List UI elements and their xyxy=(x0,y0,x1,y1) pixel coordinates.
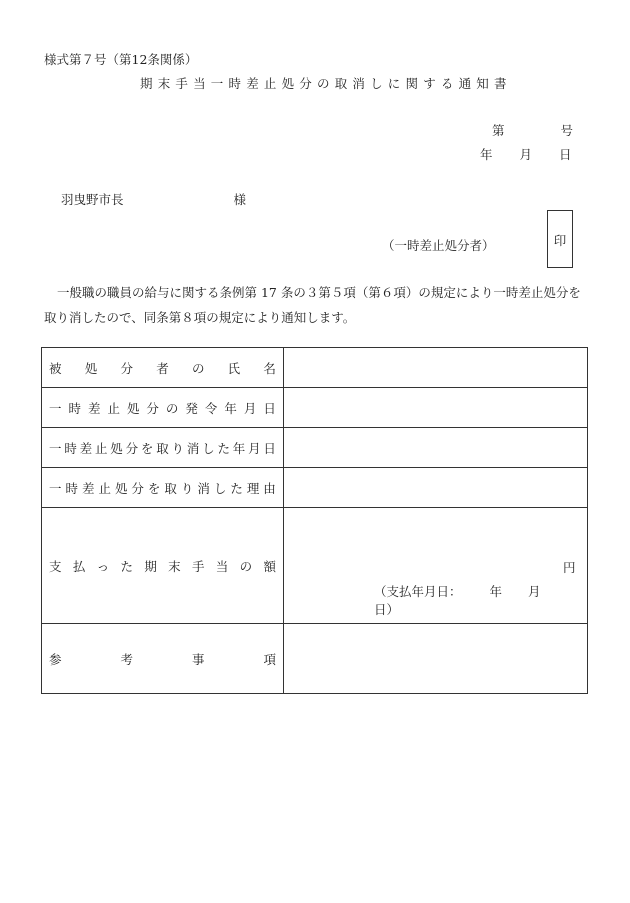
row-label-text xyxy=(49,557,276,575)
form-number: 様式第７号（第12条関係） xyxy=(44,52,198,67)
label-char: 分 xyxy=(120,360,133,376)
document-title: 期末手当一時差止処分の取消しに関する通知書 xyxy=(140,76,512,91)
label-char: 差 xyxy=(81,480,95,496)
issue-month: 月 xyxy=(519,147,533,162)
label-char: 氏 xyxy=(227,360,241,376)
addressee-name: 羽曳野市長 xyxy=(61,192,124,207)
row-label-text xyxy=(49,359,276,377)
number-prefix: 第 xyxy=(492,123,505,138)
table-row xyxy=(42,388,588,428)
value-amount[interactable] xyxy=(284,508,588,624)
label-char: 止 xyxy=(94,440,108,456)
row-label-remarks xyxy=(42,624,284,694)
label-char: 項 xyxy=(263,651,276,667)
label-char: 一 xyxy=(49,440,62,456)
label-char: を xyxy=(147,480,161,496)
row-label-cancel-date xyxy=(42,428,284,468)
value-name[interactable] xyxy=(284,348,588,388)
label-char: 払 xyxy=(72,558,86,574)
label-char: っ xyxy=(96,558,110,574)
label-char: 処 xyxy=(126,400,140,416)
row-label-text xyxy=(49,399,276,417)
label-char: 止 xyxy=(107,400,120,416)
label-char: 当 xyxy=(215,558,229,574)
label-char: り xyxy=(171,440,185,456)
label-char: 消 xyxy=(197,480,210,496)
label-char: 末 xyxy=(168,558,181,574)
subject-label: （一時差止処分者） xyxy=(382,238,495,253)
label-char: の xyxy=(165,400,179,416)
label-char: の xyxy=(239,558,253,574)
label-char: 消 xyxy=(186,440,200,456)
value-remarks[interactable] xyxy=(284,624,588,694)
label-char: 一 xyxy=(49,480,62,496)
document-number xyxy=(492,121,573,139)
label-char: 理 xyxy=(246,480,260,496)
addressee-honorific: 様 xyxy=(233,192,247,207)
label-char: 日 xyxy=(263,440,276,456)
row-label-cancel-reason xyxy=(42,468,284,508)
label-char: 一 xyxy=(49,400,62,416)
label-char: 処 xyxy=(114,480,128,496)
number-suffix: 号 xyxy=(560,123,574,138)
label-char: 処 xyxy=(110,440,123,456)
notice-table xyxy=(41,347,588,694)
label-char: り xyxy=(180,480,194,496)
label-char: 取 xyxy=(156,440,169,456)
label-char: 時 xyxy=(64,440,77,456)
label-char: 差 xyxy=(79,440,93,456)
label-char: 額 xyxy=(263,558,276,574)
label-char: 期 xyxy=(144,558,157,574)
label-char: 差 xyxy=(87,400,101,416)
label-char: し xyxy=(202,440,215,456)
table-row xyxy=(42,468,588,508)
label-char: た xyxy=(120,558,133,574)
row-label-issue-date xyxy=(42,388,284,428)
table-row xyxy=(42,508,588,624)
label-char: 手 xyxy=(191,558,205,574)
label-char: 事 xyxy=(191,651,205,667)
label-char: 年 xyxy=(232,440,246,456)
issue-date xyxy=(480,145,572,163)
seal-box xyxy=(547,210,573,268)
label-char: 分 xyxy=(146,400,159,416)
label-char: し xyxy=(213,480,227,496)
label-char: 処 xyxy=(84,360,98,376)
issue-day: 日 xyxy=(559,147,572,162)
label-char: 令 xyxy=(204,400,218,416)
row-label-name xyxy=(42,348,284,388)
label-char: 日 xyxy=(263,400,276,416)
table-row xyxy=(42,624,588,694)
row-label-text xyxy=(49,439,276,457)
label-char: 者 xyxy=(156,360,169,376)
label-char: た xyxy=(230,480,243,496)
row-label-text xyxy=(49,650,276,668)
table-row xyxy=(42,428,588,468)
paydate-day: 日） xyxy=(374,602,400,617)
label-char: 由 xyxy=(263,480,276,496)
label-char: 考 xyxy=(120,651,133,667)
body-text: 一般職の職員の給与に関する条例第 17 条の３第５項（第６項）の規定により一時差止処分を取り消したので、同条第８項の規定により通知します。 xyxy=(44,285,581,325)
label-char: 月 xyxy=(248,440,261,456)
label-char: 発 xyxy=(185,400,198,416)
label-char: 月 xyxy=(243,400,257,416)
addressee xyxy=(61,190,246,208)
value-issue-date[interactable] xyxy=(284,388,588,428)
label-char: 時 xyxy=(68,400,81,416)
value-cancel-date[interactable] xyxy=(284,428,588,468)
label-char: を xyxy=(140,440,154,456)
row-label-amount xyxy=(42,508,284,624)
value-cancel-reason[interactable] xyxy=(284,468,588,508)
issue-year: 年 xyxy=(480,147,493,162)
label-char: 名 xyxy=(263,360,276,376)
seal-mark: 印 xyxy=(553,233,567,248)
label-char: 分 xyxy=(131,480,144,496)
label-char: 支 xyxy=(49,558,62,574)
paydate-month: 月 xyxy=(528,584,541,599)
paydate-year: 年 xyxy=(489,584,503,599)
payment-date xyxy=(374,582,587,618)
label-char: の xyxy=(191,360,205,376)
label-char: 年 xyxy=(224,400,237,416)
table-row xyxy=(42,348,588,388)
yen-unit: 円 xyxy=(563,560,576,575)
label-char: 止 xyxy=(98,480,111,496)
paydate-open: （支払年月日： xyxy=(374,584,462,599)
label-char: 時 xyxy=(65,480,78,496)
label-char: 参 xyxy=(49,651,62,667)
label-char: た xyxy=(217,440,230,456)
label-char: 分 xyxy=(125,440,139,456)
label-char: 取 xyxy=(164,480,177,496)
label-char: 被 xyxy=(49,360,62,376)
row-label-text xyxy=(49,479,276,497)
